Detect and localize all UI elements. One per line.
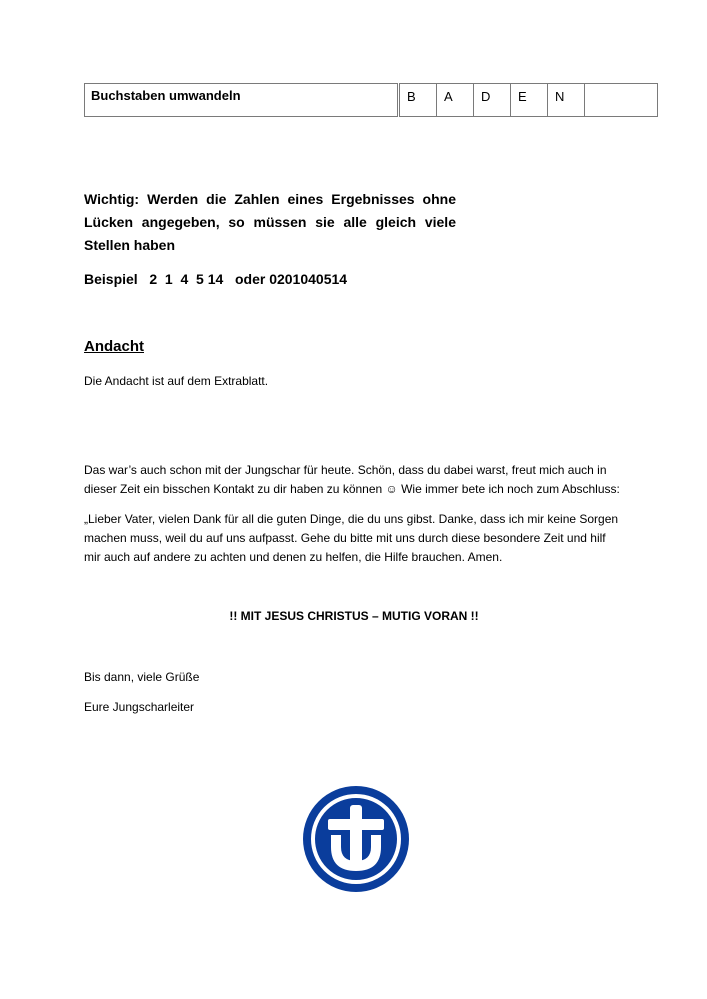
letter-cell-5: N — [548, 84, 585, 117]
andacht-text: Die Andacht ist auf dem Extrablatt. — [84, 374, 269, 388]
prayer-paragraph: „Lieber Vater, vielen Dank für all die guten Dinge, die du uns gibst. Danke, dass ich mir keine Sorgen machen muss, weil du auf uns aufpasst. Gehe du bitte mit uns durch diese besondere Zeit und hilf mir auch auf andere zu achten und denen zu helfen, die Hilfe brauchen. Amen. — [84, 512, 619, 564]
letter-cell-4: E — [511, 84, 548, 117]
signature-text: Eure Jungscharleiter — [84, 700, 195, 714]
closing-paragraph: Das war’s auch schon mit der Jungschar für heute. Schön, dass du dabei warst, freut mich auch in dieser Zeit ein bisschen Kontakt zu dir haben zu können ☺ Wie immer bete ich noch zum Abschluss: — [84, 463, 620, 496]
important-note: Wichtig: Werden die Zahlen eines Ergebnisses ohne Lücken angegeben, so müssen sie alle gleich viele Stellen haben — [84, 191, 456, 253]
cvjm-jungschar-logo-icon — [300, 783, 412, 895]
table-row — [85, 84, 658, 117]
farewell-text: Bis dann, viele Grüße — [84, 670, 200, 684]
empty-cell — [585, 84, 658, 117]
letter-conversion-table — [84, 83, 658, 117]
andacht-heading: Andacht — [84, 338, 144, 355]
motto: !! MIT JESUS CHRISTUS – MUTIG VORAN !! — [229, 609, 479, 623]
letter-cell-3: D — [474, 84, 511, 117]
example-line: Beispiel 2 1 4 5 14 oder 0201040514 — [84, 271, 348, 287]
letter-cell-2: A — [437, 84, 474, 117]
letter-cell-1: B — [399, 84, 437, 117]
table-title-cell: Buchstaben umwandeln — [85, 84, 399, 117]
